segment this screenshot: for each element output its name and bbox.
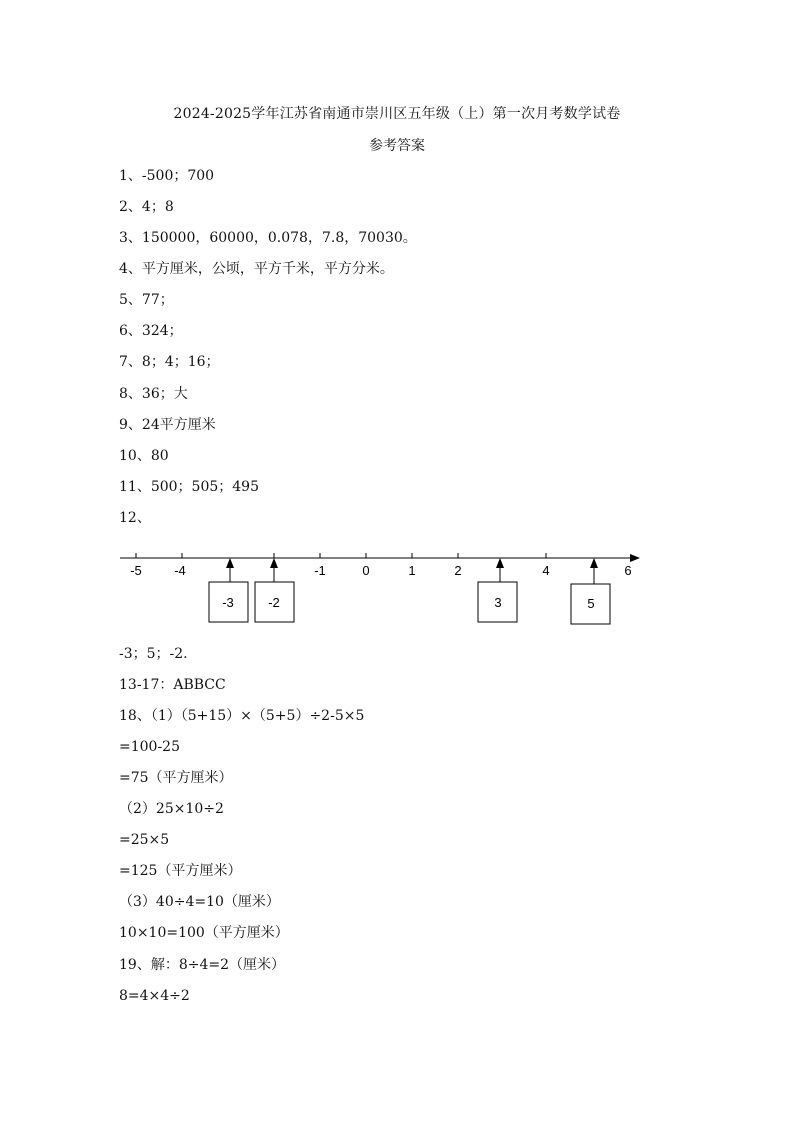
tick-label: 4 <box>542 563 550 578</box>
pointer-arrowhead <box>590 558 598 568</box>
answer-line: 10、80 <box>119 448 169 464</box>
answer-line: 1、-500；700 <box>119 168 215 184</box>
answer-line: 4、平方厘米，公顷，平方千米，平方分米。 <box>119 261 394 277</box>
answer-line: =125（平方厘米） <box>119 863 242 879</box>
tick-label: 6 <box>624 563 632 578</box>
answer-box-value: -2 <box>268 595 280 610</box>
answer-line: 12、 <box>119 510 151 526</box>
tick-label: 1 <box>408 563 416 578</box>
answer-box-value: 3 <box>494 595 502 610</box>
answer-line: 18、（1）（5+15）×（5+5）÷2-5×5 <box>119 708 365 724</box>
answer-line: （3）40÷4=10（厘米） <box>119 894 280 910</box>
answer-key-heading: 参考答案 <box>369 138 425 154</box>
answer-line: 13-17：ABBCC <box>119 677 226 693</box>
pointer-arrowhead <box>496 558 504 568</box>
tick-label: -4 <box>174 563 186 578</box>
tick-label: 0 <box>362 563 370 578</box>
answer-line: 11、500；505；495 <box>119 479 259 495</box>
answer-box-value: 5 <box>587 596 595 611</box>
tick-label: -5 <box>130 563 142 578</box>
answer-line: 19、解：8÷4=2（厘米） <box>119 957 285 973</box>
answer-line: 7、8；4；16； <box>119 354 220 370</box>
axis-arrowhead <box>630 554 640 562</box>
answer-line: 3、150000，60000，0.078，7.8，70030。 <box>119 230 417 246</box>
answer-line: =25×5 <box>119 832 170 848</box>
answer-line: 6、324； <box>119 323 183 339</box>
tick-label: 2 <box>454 563 462 578</box>
answer-line: 5、77； <box>119 292 174 308</box>
answer-line: =75（平方厘米） <box>119 770 233 786</box>
answer-line: -3；5；-2. <box>119 646 188 662</box>
pointer-arrowhead <box>226 558 234 568</box>
answer-line: 2、4；8 <box>119 199 174 215</box>
answer-line: （2）25×10÷2 <box>119 801 224 817</box>
answer-line: 9、24平方厘米 <box>119 417 216 433</box>
answer-line: 10×10=100（平方厘米） <box>119 925 289 941</box>
number-line-figure <box>110 540 650 630</box>
tick-label: -1 <box>314 563 326 578</box>
pointer-arrowhead <box>270 558 278 568</box>
answer-line: 8、36；大 <box>119 386 188 402</box>
answer-line: =100-25 <box>119 739 180 755</box>
document-title: 2024-2025学年江苏省南通市崇川区五年级（上）第一次月考数学试卷 <box>173 106 621 122</box>
answer-line: 8=4×4÷2 <box>119 988 190 1004</box>
answer-box-value: -3 <box>222 595 234 610</box>
